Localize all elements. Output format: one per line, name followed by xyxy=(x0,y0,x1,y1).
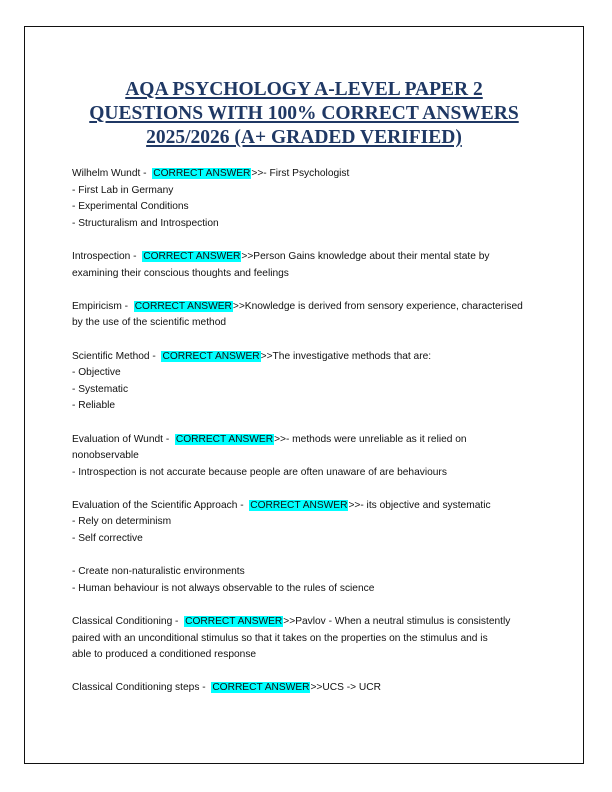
document-title xyxy=(24,78,584,150)
qa-detail-line: - Rely on determinism xyxy=(72,516,172,528)
qa-question-line xyxy=(72,432,544,449)
qa-item-evaluation-of-wundt xyxy=(72,432,544,482)
qa-question-line xyxy=(72,349,544,366)
qa-item-scientific-method xyxy=(72,349,544,415)
qa-item-empiricism xyxy=(72,299,544,332)
correct-answer-badge: CORRECT ANSWER xyxy=(143,250,241,262)
qa-answer: >>UCS -> UCR xyxy=(310,682,381,694)
qa-detail-line: - Introspection is not accurate because people are often unaware of are behaviours xyxy=(72,466,447,478)
correct-answer-badge: CORRECT ANSWER xyxy=(162,350,260,362)
qa-detail-line: paired with an unconditional stimulus so that it takes on the properties on the stimulus and is xyxy=(72,632,488,644)
qa-term: Introspection - xyxy=(72,250,137,262)
qa-question-line xyxy=(72,614,544,631)
qa-term: Classical Conditioning steps - xyxy=(72,682,206,694)
qa-item-classical-conditioning-steps xyxy=(72,680,544,697)
qa-detail-line: - Systematic xyxy=(72,383,129,395)
correct-answer-badge: CORRECT ANSWER xyxy=(212,682,310,694)
correct-answer-badge: CORRECT ANSWER xyxy=(134,300,232,312)
qa-detail-line: - Structuralism and Introspection xyxy=(72,217,219,229)
qa-term: Scientific Method - xyxy=(72,350,156,362)
correct-answer-badge: CORRECT ANSWER xyxy=(185,616,283,628)
correct-answer-badge: CORRECT ANSWER xyxy=(175,433,274,445)
qa-answer: >>The investigative methods that are: xyxy=(260,350,432,362)
qa-term: Evaluation of Wundt - xyxy=(72,433,170,445)
correct-answer-badge: CORRECT ANSWER xyxy=(153,168,251,179)
title-line-3: 2025/2026 (A+ GRADED VERIFIED) xyxy=(146,127,462,148)
qa-question-line xyxy=(72,498,544,515)
qa-question-line xyxy=(72,299,544,316)
qa-item-introspection xyxy=(72,249,544,282)
qa-detail-line: - Experimental Conditions xyxy=(72,201,189,213)
qa-question-line xyxy=(72,249,544,266)
correct-answer-badge: CORRECT ANSWER xyxy=(250,499,348,511)
qa-detail-line: by the use of the scientific method xyxy=(72,317,227,329)
qa-detail-line: able to produced a conditioned response xyxy=(72,649,257,661)
qa-question-line xyxy=(72,166,544,183)
qa-term: Evaluation of the Scientific Approach - xyxy=(72,499,244,511)
qa-detail-line: nonobservable xyxy=(72,450,139,462)
qa-detail-line: - Self corrective xyxy=(72,533,143,545)
qa-answer: >>Pavlov - When a neutral stimulus is consistently xyxy=(283,616,511,628)
qa-item-evaluation-scientific-approach-cont xyxy=(72,564,544,597)
qa-detail-line: - Objective xyxy=(72,367,121,379)
qa-term: Empiricism - xyxy=(72,300,129,312)
qa-answer: >>Knowledge is derived from sensory experience, characterised xyxy=(232,300,523,312)
qa-question-line xyxy=(72,680,544,697)
title-line-2: QUESTIONS WITH 100% CORRECT ANSWERS xyxy=(89,103,519,124)
qa-detail-line: - First Lab in Germany xyxy=(72,184,174,196)
qa-item-classical-conditioning xyxy=(72,614,544,664)
qa-answer: >>Person Gains knowledge about their mental state by xyxy=(241,250,490,262)
qa-detail-line: - Reliable xyxy=(72,400,116,412)
qa-item-wilhelm-wundt xyxy=(72,166,544,232)
qa-item-evaluation-scientific-approach xyxy=(72,498,544,548)
qa-detail-line: - Create non-naturalistic environments xyxy=(72,566,245,578)
qa-term: Wilhelm Wundt - xyxy=(72,168,147,179)
title-line-1: AQA PSYCHOLOGY A-LEVEL PAPER 2 xyxy=(125,79,483,100)
qa-answer: >>- its objective and systematic xyxy=(348,499,491,511)
qa-detail-line: examining their conscious thoughts and feelings xyxy=(72,267,289,279)
qa-answer: >>- First Psychologist xyxy=(251,168,350,179)
qa-term: Classical Conditioning - xyxy=(72,616,179,628)
qa-list xyxy=(72,166,544,714)
qa-answer: >>- methods were unreliable as it relied on xyxy=(274,433,467,445)
qa-detail-line: - Human behaviour is not always observable to the rules of science xyxy=(72,582,375,594)
